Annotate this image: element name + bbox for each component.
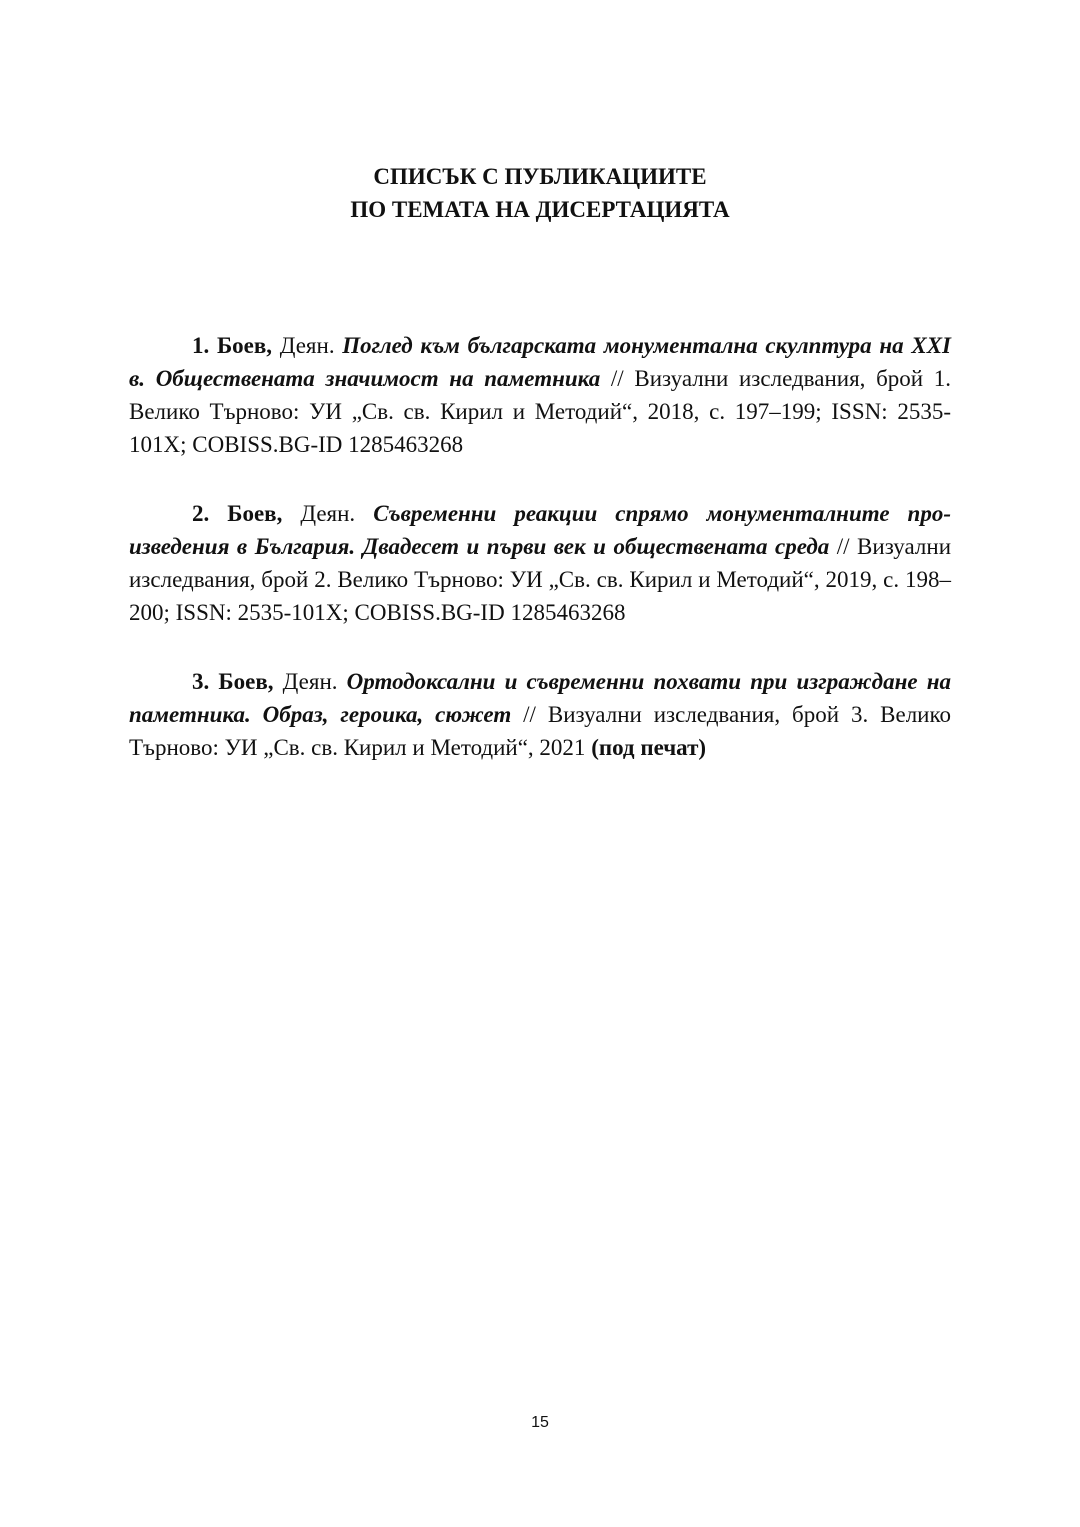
author-last-name: Боев, [216, 333, 273, 358]
publication-details: // Визуални изследвания, брой 1. Велико Търново: УИ „Св. св. Кирил и Методий“, 2018, с. 197–199; ISSN: 2535-101X; COBISS.BG-ID 1285463268 [129, 366, 951, 457]
publication-list [129, 329, 951, 800]
publication-entry-2 [129, 497, 951, 629]
title-line-2: ПО ТЕМАТА НА ДИСЕРТАЦИЯТА [350, 197, 730, 222]
title-line-1: СПИСЪК С ПУБЛИКАЦИИТЕ [373, 164, 707, 189]
entry-number: 2. [192, 501, 210, 526]
publication-details: // Визуални изследвания, брой 3. Велико Търново: УИ „Св. св. Кирил и Методий“, 2021 [129, 702, 951, 760]
publication-entry-3 [129, 665, 951, 764]
author-last-name: Боев, [227, 501, 283, 526]
publication-title: Съвременни реакции спрямо монументалните произведения в България. Двадесет и първи век и обществената среда [129, 501, 952, 559]
publication-status: (под печат) [591, 735, 707, 760]
entry-number: 1. [192, 333, 210, 358]
author-first-name: Деян. [282, 501, 374, 526]
author-last-name: Боев, [218, 669, 274, 694]
author-first-name: Деян. [272, 333, 343, 358]
page-title [0, 160, 1080, 226]
entry-number: 3. [192, 669, 210, 694]
publication-details: // Визуални изследвания, брой 2. Велико Търново: УИ „Св. св. Кирил и Методий“, 2019, с. 198–200; ISSN: 2535-101X; COBISS.BG-ID 1285463268 [129, 534, 952, 625]
author-first-name: Деян. [273, 669, 347, 694]
publication-entry-1 [129, 329, 951, 461]
publication-title: Поглед към българската монументална скулптура на XXI в. Обществената значимост на паметника [129, 333, 951, 391]
publication-title: Ортодоксални и съвременни похвати при изграждане на паметника. Образ, героика, сюжет [129, 669, 951, 727]
page-number: 15 [531, 1414, 549, 1431]
